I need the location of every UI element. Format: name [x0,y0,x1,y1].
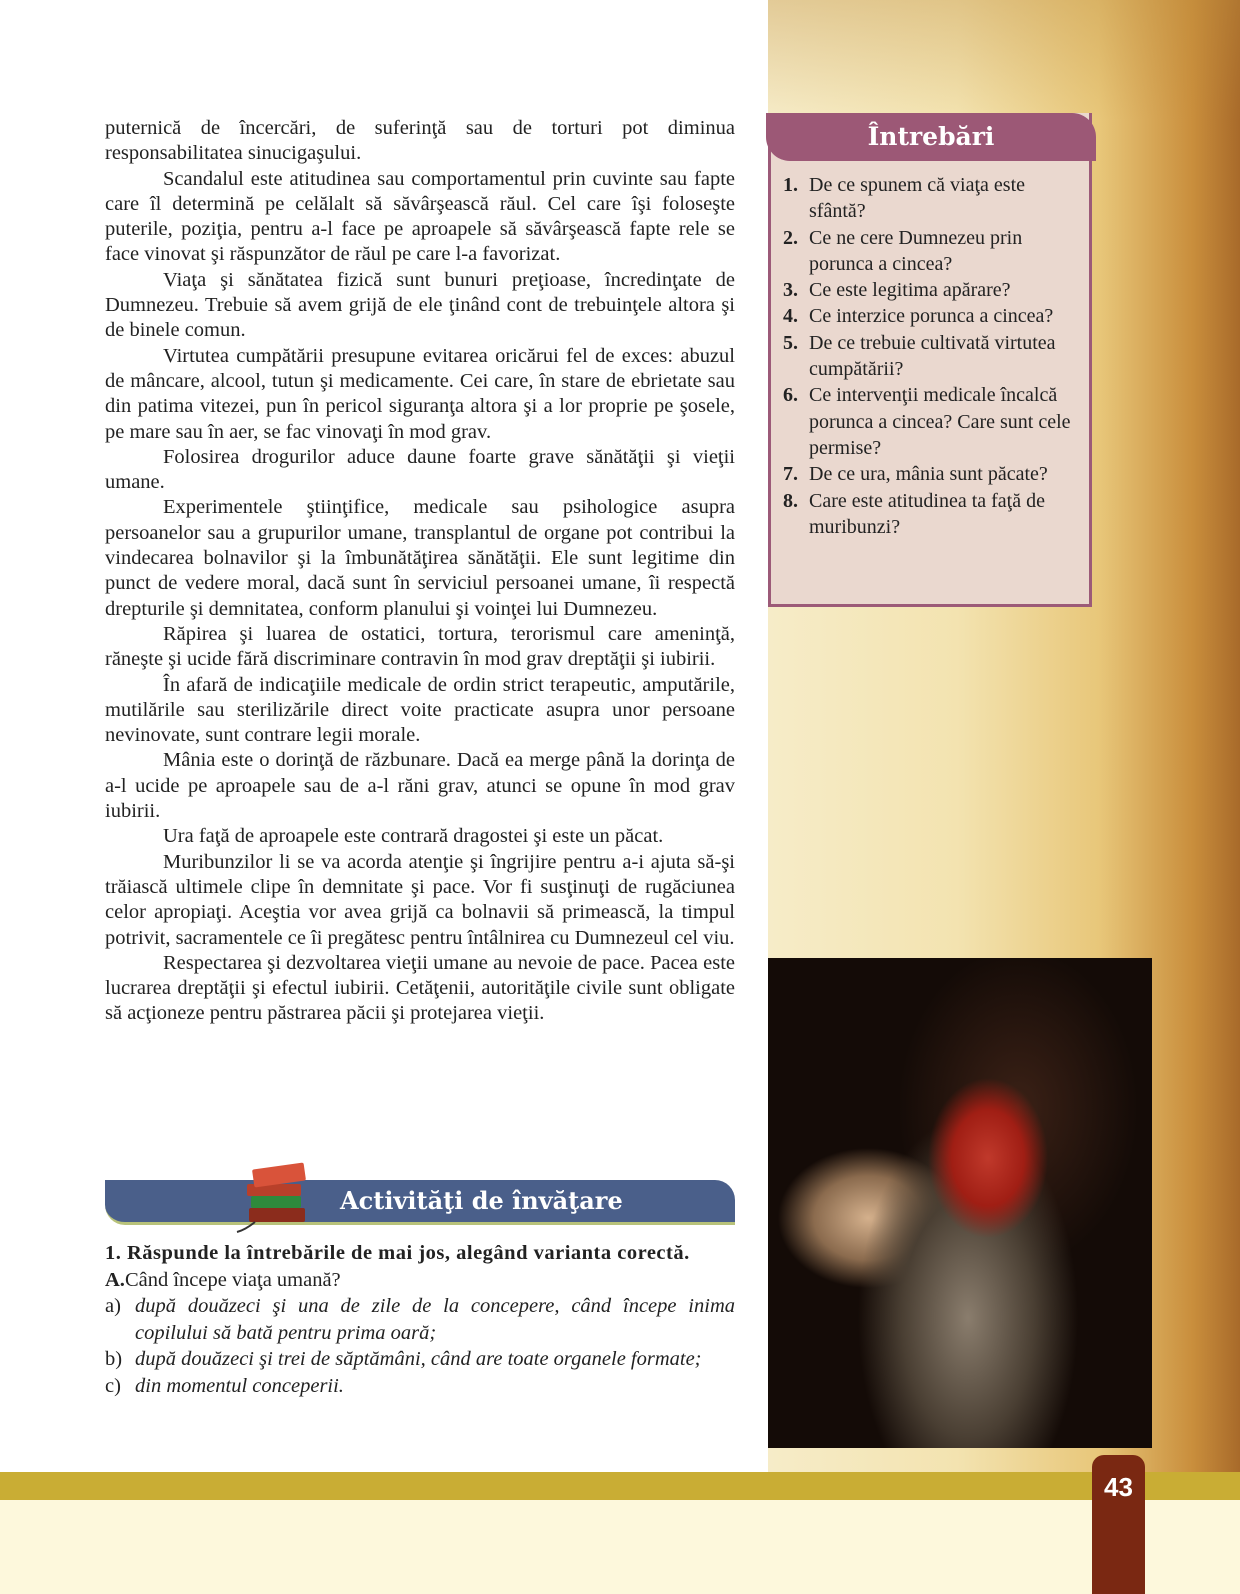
question-text: Ce ne cere Dumnezeu prin porunca a cincea? [809,226,1023,275]
activities-title: Activităţi de învăţare [340,1186,623,1215]
question-number: 3. [783,279,798,302]
option-letter: b) [105,1348,123,1370]
footer-band [0,1472,1240,1500]
question-item [783,382,1083,461]
task-instruction: 1. Răspunde la întrebările de mai jos, alegând varianta corectă. [105,1242,690,1264]
paragraph: Respectarea şi dezvoltarea vieţii umane au nevoie de pace. Pacea este lucrarea dreptăţii şi efectul iubirii. Cetăţenii, autorităţile civile sunt obligate să acţioneze pentru păstrarea păcii şi protejarea vieţii. [105,951,735,1025]
question-text: De ce trebuie cultivată virtutea cumpătării? [809,331,1056,381]
question-label: A. [105,1268,125,1291]
question-text: Ce este legitima apărare? [809,279,1011,302]
paragraph: Virtutea cumpătării presupune evitarea oricărui fel de exces: abuzul de mâncare, alcool, tutun şi medicamente. Cei care, în stare de ebrietate sau din patima vitezei, pun în pericol siguranţa altora şi a lor proprie pe şosele, pe mare sau în aer, se fac vinovaţi în mod grav. [105,344,735,443]
parchment-shade [768,0,1240,120]
paragraph: În afară de indicaţiile medicale de ordin strict terapeutic, amputările, mutilările sau sterilizările direct voite practicate asupra unor persoane nevinovate, sunt contrare legii morale. [105,673,735,747]
question-number: 5. [783,331,798,354]
paragraph: Răpirea şi luarea de ostatici, tortura, terorismul care ameninţă, răneşte şi ucide fără discriminare contravin în mod grav dreptăţii şi iubirii. [105,622,735,671]
question-text: Ce interzice porunca a cincea? [809,305,1054,328]
paragraph: Muribunzilor li se va acorda atenţie şi îngrijire pentru a-i ajuta să-şi trăiască ultimele clipe în demnitate şi pace. Vor fi susţinuţi de rugăciunea celor apropiaţi. Aceştia vor avea grijă ca bolnavii să primească, la timpul potrivit, sacramentele ce îi pregătesc pentru întâlnirea cu Dumnezeul cel viu. [105,850,735,949]
question-text: Care este atitudinea ta faţă de muribunzi? [809,489,1045,538]
question-item [783,461,1083,487]
paragraph: Folosirea drogurilor aduce daune foarte grave sănătăţii şi vieţii umane. [105,445,735,494]
option-b [105,1346,735,1373]
option-text: după douăzeci şi trei de săptămâni, când are toate organele formate; [135,1348,702,1370]
questions-list [783,172,1083,540]
question-number: 7. [783,463,798,486]
question-number: 6. [783,384,798,407]
questions-title: Întrebări [766,113,1096,161]
question-text: De ce spunem că viaţa este sfântă? [809,174,1026,223]
option-text: după douăzeci şi una de zile de la concepere, când începe inima copilului să bată pentru prima oară; [135,1295,735,1344]
question-text: De ce ura, mânia sunt păcate? [809,463,1048,486]
footer-area [0,1500,1240,1594]
option-letter: c) [105,1374,121,1397]
page-number: 43 [1092,1455,1145,1594]
question-number: 2. [783,226,798,249]
question-item [783,225,1083,278]
activities-content [105,1240,735,1399]
question-a [105,1267,735,1294]
question-text: Ce intervenţii medicale încalcă porunca a cincea? Care sunt cele permise? [809,384,1071,459]
main-text-column [105,116,735,1027]
paragraph: Ura faţă de aproapele este contrară dragostei şi este un păcat. [163,825,664,848]
option-letter: a) [105,1295,121,1317]
question-number: 4. [783,305,798,328]
paragraph: puternică de încercări, de suferinţă sau de torturi pot diminua responsabilitatea sinucigaşului. [105,117,735,165]
question-number: 1. [783,174,798,196]
religious-painting [768,958,1152,1448]
question-item [783,330,1083,383]
paragraph: Scandalul este atitudinea sau comportamentul prin cuvinte sau fapte care îl determină pe celălalt să săvârşească răul. Cel care îşi foloseşte puterile, poziţia, pentru a-l face pe aproapele să săvârşească fapte rele se face vinovat şi răspunzător de răul pe care l-a favorizat. [105,167,735,266]
question-item [783,277,1083,303]
question-item [783,488,1083,541]
books-icon [235,1160,315,1235]
option-text: din momentul conceperii. [135,1374,344,1397]
question-item [783,303,1083,329]
paragraph: Viaţa şi sănătatea fizică sunt bunuri preţioase, încredinţate de Dumnezeu. Trebuie să avem grijă de ele ţinând cont de trebuinţele altora şi de binele comun. [105,268,735,342]
question-item [783,172,1083,225]
option-c [105,1373,735,1400]
paragraph: Mânia este o dorinţă de răzbunare. Dacă ea merge până la dorinţa de a-l ucide pe aproapele sau de a-l răni grav, atunci se opune în mod grav iubirii. [105,749,735,823]
paragraph: Experimentele ştiinţifice, medicale sau psihologice asupra persoanelor sau a grupurilor umane, transplantul de organe pot contribui la vindecarea bolnavilor şi la îmbunătăţirea sănătăţii. Ele sunt legitime din punct de vedere moral, dacă sunt în serviciul persoanei umane, îi respectă drepturile şi demnitatea, conform planului şi voinţei lui Dumnezeu. [105,496,735,620]
question-number: 8. [783,489,798,512]
question-text: Când începe viaţa umană? [124,1268,341,1291]
option-a [105,1293,735,1346]
